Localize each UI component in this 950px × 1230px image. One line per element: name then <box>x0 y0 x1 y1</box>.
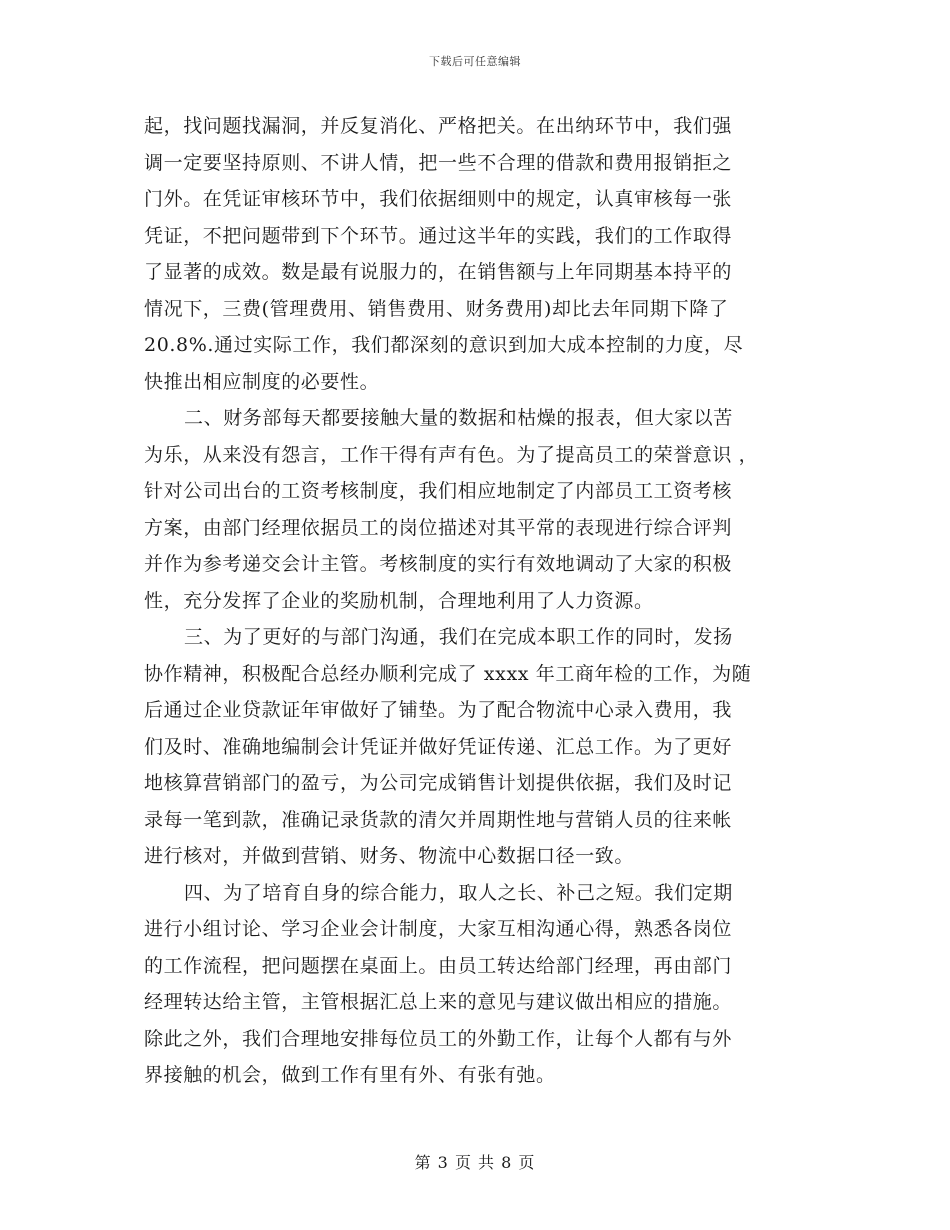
text-line: 针对公司出台的工资考核制度，我们相应地制定了内部员工工资考核 <box>144 480 733 502</box>
text-line: 起，找问题找漏洞，并反复消化、严格把关。在出纳环节中，我们强 <box>144 115 733 137</box>
text-line: 快推出相应制度的必要性。 <box>144 370 380 393</box>
page-number-footer: 第 3 页 共 8 页 <box>414 1153 536 1172</box>
text-line: 界接触的机会，做到工作有里有外、有张有弛。 <box>144 1064 556 1086</box>
text-line: 录每一笔到款，准确记录货款的清欠并周期性地与营销人员的往来帐 <box>144 808 733 831</box>
text-line: 三、为了更好的与部门沟通，我们在完成本职工作的同时，发扬 <box>184 626 733 648</box>
paragraph-4 <box>144 875 808 1094</box>
text-line: 进行核对，并做到营销、财务、物流中心数据口径一致。 <box>144 845 635 867</box>
paragraph-1 <box>144 108 808 400</box>
text-line: 为乐，从来没有怨言，工作干得有声有色。为了提高员工的荣誉意识 ， <box>144 443 759 466</box>
text-line: 协作精神，积极配合总经办顺利完成了 xxxx 年工商年检的工作，为随 <box>144 662 752 685</box>
text-line: 方案，由部门经理依据员工的岗位描述对其平常的表现进行综合评判 <box>144 516 733 539</box>
text-line: 的工作流程，把问题摆在桌面上。由员工转达给部门经理，再由部门 <box>144 954 733 977</box>
text-line: 了显著的成效。数是最有说服力的，在销售额与上年同期基本持平的 <box>144 261 733 283</box>
text-line: 20.8%.通过实际工作，我们都深刻的意识到加大成本控制的力度，尽 <box>144 334 744 356</box>
text-line: 地核算营销部门的盈亏，为公司完成销售计划提供依据，我们及时记 <box>144 772 733 794</box>
text-line: 情况下，三费(管理费用、销售费用、财务费用)却比去年同期下降了 <box>144 297 729 320</box>
text-line: 调一定要坚持原则、不讲人情，把一些不合理的借款和费用报销拒之 <box>144 151 733 174</box>
text-line: 二、财务部每天都要接触大量的数据和枯燥的报表，但大家以苦 <box>184 407 733 429</box>
text-line: 后通过企业贷款证年审做好了铺垫。为了配合物流中心录入费用，我 <box>144 699 733 721</box>
document-body <box>144 108 808 1094</box>
paragraph-2 <box>144 400 808 619</box>
text-line: 们及时、准确地编制会计凭证并做好凭证传递、汇总工作。为了更好 <box>144 735 733 758</box>
text-line: 除此之外，我们合理地安排每位员工的外勤工作，让每个人都有与外 <box>144 1027 733 1050</box>
text-line: 四、为了培育自身的综合能力，取人之长、补己之短。我们定期 <box>184 881 733 904</box>
text-line: 凭证，不把问题带到下个环节。通过这半年的实践，我们的工作取得 <box>144 224 733 247</box>
text-line: 性，充分发挥了企业的奖励机制，合理地利用了人力资源。 <box>144 589 654 612</box>
text-line: 进行小组讨论、学习企业会计制度，大家互相沟通心得，熟悉各岗位 <box>144 918 733 940</box>
text-line: 并作为参考递交会计主管。考核制度的实行有效地调动了大家的积极 <box>144 553 733 575</box>
text-line: 门外。在凭证审核环节中，我们依据细则中的规定，认真审核每一张 <box>144 188 733 210</box>
text-line: 经理转达给主管，主管根据汇总上来的意见与建议做出相应的措施。 <box>144 991 733 1013</box>
paragraph-3 <box>144 619 808 875</box>
page-header: 下载后可任意编辑 <box>429 55 521 68</box>
